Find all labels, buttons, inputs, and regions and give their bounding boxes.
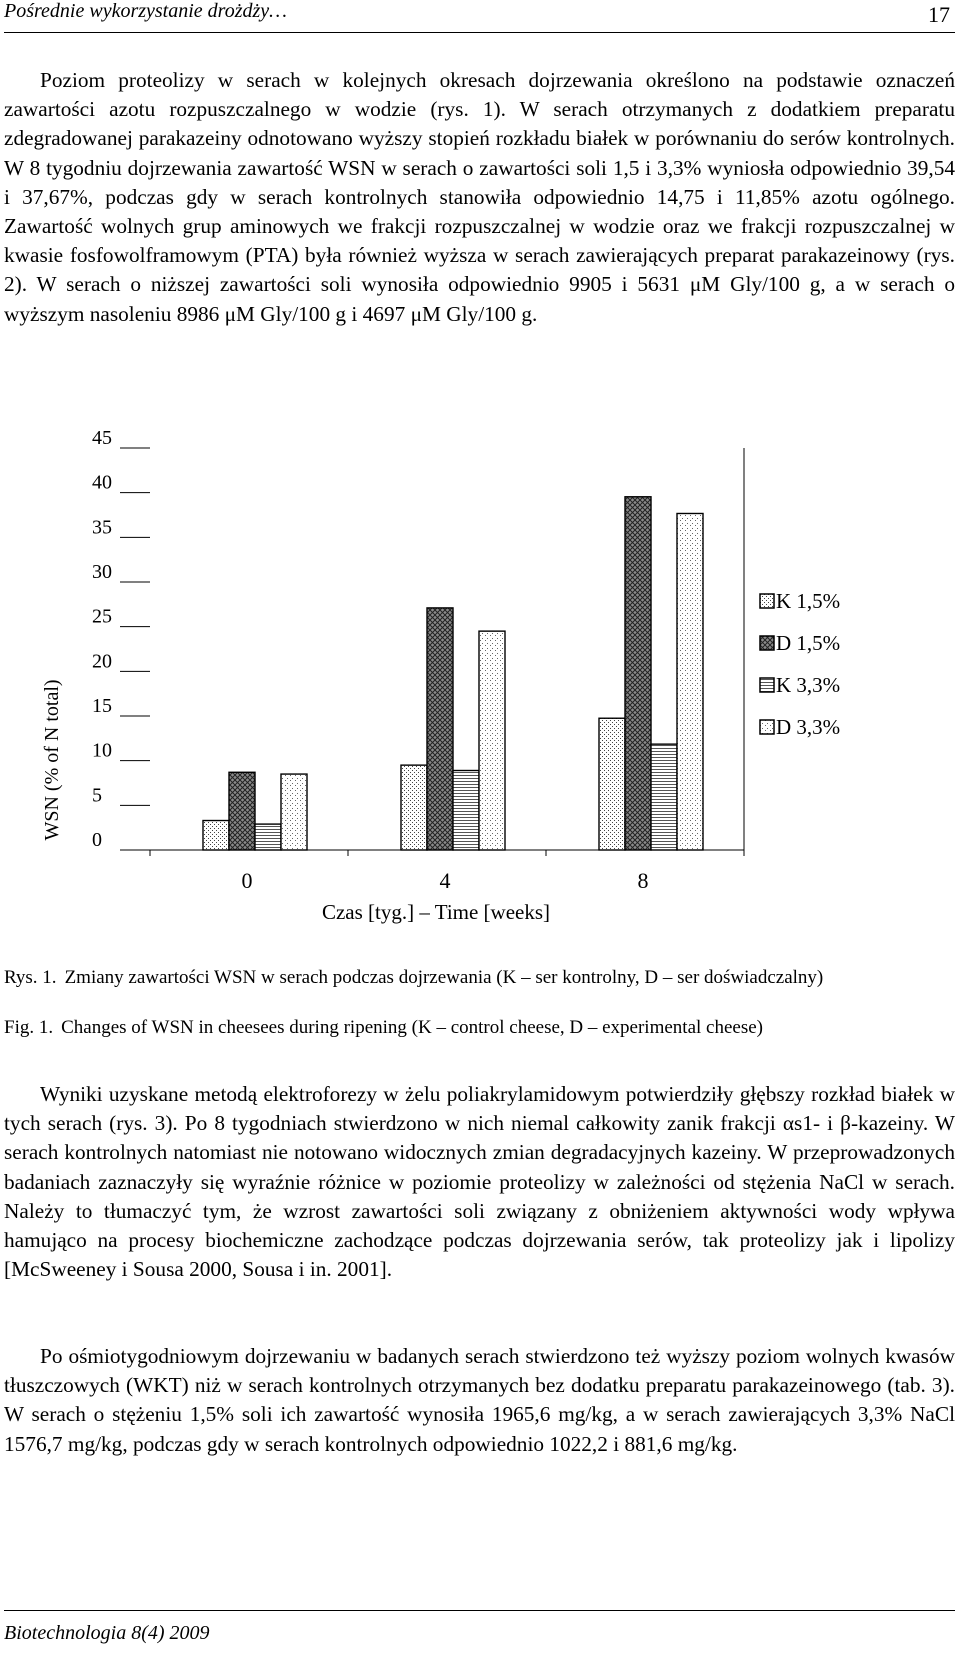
caption-polish	[4, 966, 955, 990]
y-tick-label: 30	[92, 561, 112, 583]
running-title: Pośrednie wykorzystanie drożdży…	[4, 0, 287, 22]
journal-citation: Biotechnologia 8(4) 2009	[4, 1622, 210, 1644]
bar-d-3-3--week-4	[479, 631, 505, 850]
legend-label: D 3,3%	[776, 715, 841, 739]
paragraph-proteolysis: Poziom proteolizy w serach w kolejnych okresach dojrzewania określono na podstawie oznaczeń zawartości azotu rozpuszczalnego w wodzie (rys. 1). W serach otrzymanych z dodatkiem preparatu zdegradowanej parakazeiny odnotowano wyższy stopień rozkładu białek w porównaniu do serów kontrolnych. W 8 tygodniu dojrzewania zawartość WSN w serach o zawartości soli 1,5 i 3,3% wyniosła odpowiednio 39,54 i 37,67%, podczas gdy w serach kontrolnych stanowiła odpowiednio 14,75 i 11,85% azotu ogólnego. Zawartość wolnych grup aminowych we frakcji rozpuszczalnej w wodzie oraz we frakcji rozpuszczalnej w kwasie fosfowolframowym (PTA) była również wyższa w serach zawierających preparat parakazeinowy (rys. 2). W serach o niższej zawartości soli wynosiła odpowiednio 9905 i 5631 μM Gly/100 g, a w serach o wyższym nasoleniu 8986 μM Gly/100 g i 4697 μM Gly/100 g.	[4, 68, 955, 326]
y-tick-label: 0	[92, 829, 102, 851]
x-tick-label: 4	[439, 868, 451, 893]
caption-english-text: Changes of WSN in cheesees during ripening (K – control cheese, D – experimental cheese)	[61, 1017, 763, 1038]
bar-d-1-5--week-8	[625, 497, 651, 850]
bar-d-3-3--week-8	[677, 513, 703, 850]
legend-swatch	[760, 678, 774, 692]
page-header	[0, 0, 960, 42]
page-number: 17	[928, 2, 950, 27]
legend-label: K 3,3%	[776, 673, 841, 697]
caption-polish-label: Rys. 1.	[4, 967, 57, 988]
bar-k-1-5--week-8	[599, 718, 625, 850]
legend-label: D 1,5%	[776, 631, 841, 655]
page-footer	[0, 1610, 960, 1657]
x-tick-label: 0	[241, 868, 253, 893]
wsn-chart-svg	[0, 430, 960, 950]
y-tick-label: 5	[92, 784, 102, 807]
caption-english-label: Fig. 1.	[4, 1017, 54, 1038]
bar-k-1-5--week-4	[401, 765, 427, 850]
bar-d-3-3--week-0	[281, 774, 307, 850]
legend-swatch	[760, 594, 774, 608]
caption-english	[4, 1016, 955, 1040]
y-tick-label: 45	[92, 430, 112, 449]
y-tick-label: 25	[92, 605, 112, 628]
footer-rule	[4, 1610, 955, 1611]
y-tick-label: 20	[92, 650, 112, 673]
legend-swatch	[760, 636, 774, 650]
y-tick-label: 40	[92, 471, 112, 494]
y-tick-label: 15	[92, 695, 112, 717]
legend-swatch	[760, 720, 774, 734]
x-tick-label: 8	[637, 868, 649, 893]
bar-k-3-3--week-4	[453, 770, 479, 850]
y-axis-label: WSN (% of N total)	[41, 679, 63, 841]
bar-d-1-5--week-0	[229, 772, 255, 850]
caption-polish-text: Zmiany zawartości WSN w serach podczas dojrzewania (K – ser kontrolny, D – ser doświadczalny)	[64, 967, 824, 988]
legend-label: K 1,5%	[776, 589, 841, 613]
x-axis-label: Czas [tyg.] – Time [weeks]	[321, 900, 551, 924]
paragraph-electrophoresis: Wyniki uzyskane metodą elektroforezy w żelu poliakrylamidowym potwierdziły głębszy rozkład białek w tych serach (rys. 3). Po 8 tygodniach stwierdzono w nich niemal całkowity zanik frakcji αs1- i β-kazeiny. W serach kontrolnych natomiast nie notowano widocznych zmian degradacyjnych kazeiny. W przeprowadzonych badaniach zaznaczyły się wyraźnie różnice w poziomie proteolizy w zależności od stężenia NaCl w serach. Należy to tłumaczyć tym, że wzrost zawartości soli związany z obniżeniem aktywności wody wpływa hamująco na procesy biochemiczne zachodzące podczas dojrzewania serów, tak proteolizy jak i lipolizy [McSweeney i Sousa 2000, Sousa i in. 2001].	[4, 1082, 955, 1282]
bar-k-1-5--week-0	[203, 821, 229, 850]
bar-d-1-5--week-4	[427, 608, 453, 850]
wsn-chart	[0, 430, 960, 950]
header-rule	[4, 32, 955, 33]
y-tick-label: 10	[92, 739, 112, 762]
bar-k-3-3--week-0	[255, 824, 281, 850]
bar-k-3-3--week-8	[651, 744, 677, 850]
y-tick-label: 35	[92, 516, 112, 539]
paragraph-free-fatty-acids: Po ośmiotygodniowym dojrzewaniu w badanych serach stwierdzono też wyższy poziom wolnych kwasów tłuszczowych (WKT) niż w serach kontrolnych otrzymanych bez dodatku preparatu parakazeinowego (tab. 3). W serach o stężeniu 1,5% soli ich zawartość wynosiła 1965,6 mg/kg, a w serach zawierających 3,3% NaCl 1576,7 mg/kg, podczas gdy w serach kontrolnych odpowiednio 1022,2 i 881,6 mg/kg.	[4, 1344, 955, 1456]
